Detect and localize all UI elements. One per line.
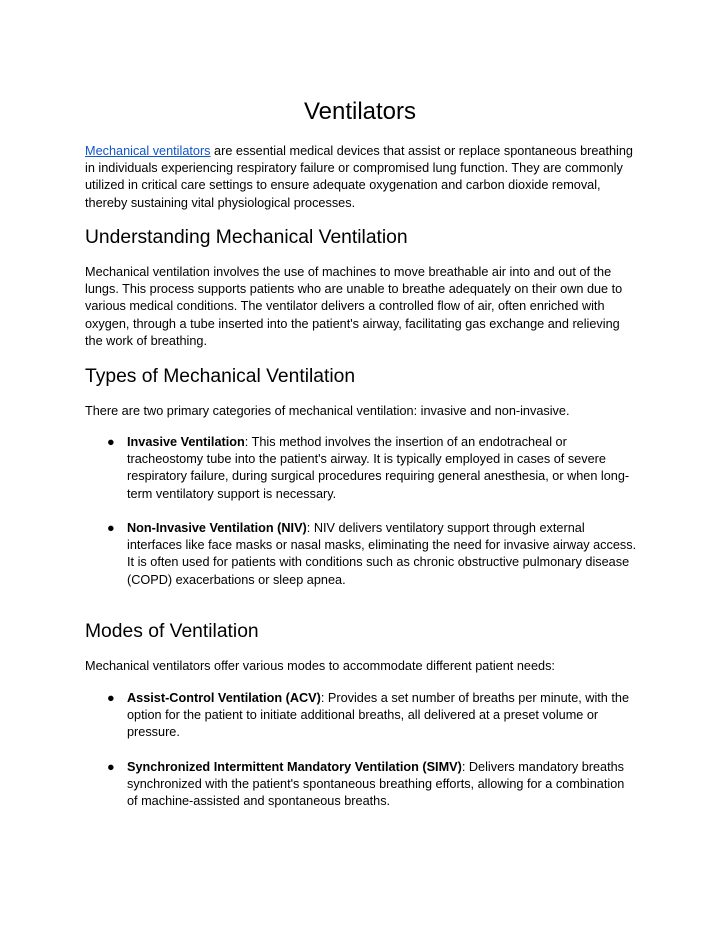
bullet-icon: ● [107, 760, 115, 774]
list-item-term: Synchronized Intermittent Mandatory Ventilation (SIMV) [127, 760, 462, 774]
bullet-icon: ● [107, 521, 115, 535]
types-paragraph: There are two primary categories of mechanical ventilation: invasive and non-invasive. [85, 404, 570, 418]
list-item-term: Assist-Control Ventilation (ACV) [127, 691, 321, 705]
list-item-description: : This method involves the insertion of an endotracheal or tracheostomy tube into the patient's airway. It is typically employed in cases of severe respiratory failure, during surgical procedures requiring general anesthesia, or when long-term ventilatory support is necessary. [127, 435, 630, 501]
mechanical-ventilators-link[interactable]: Mechanical ventilators [85, 144, 211, 158]
intro-paragraph [85, 143, 637, 212]
section-heading-understanding: Understanding Mechanical Ventilation [85, 227, 408, 248]
modes-paragraph: Mechanical ventilators offer various modes to accommodate different patient needs: [85, 659, 555, 673]
list-item-text [127, 520, 637, 589]
list-item-description: : Provides a set number of breaths per minute, with the option for the patient to initiate additional breaths, all delivered at a preset volume or pressure. [127, 691, 630, 740]
list-item-term: Invasive Ventilation [127, 435, 245, 449]
list-item-text [127, 690, 637, 742]
list-item-text [127, 434, 637, 503]
document-title: Ventilators [303, 98, 417, 125]
list-item-term: Non-Invasive Ventilation (NIV) [127, 521, 307, 535]
bullet-icon: ● [107, 435, 115, 449]
intro-text: are essential medical devices that assist or replace spontaneous breathing in individuals experiencing respiratory failure or compromised lung function. They are commonly utilized in critical care settings to ensure adequate oxygenation and carbon dioxide removal, thereby sustaining vital physiological processes. [85, 144, 633, 210]
understanding-paragraph: Mechanical ventilation involves the use of machines to move breathable air into and out of the lungs. This process supports patients who are unable to breathe adequately on their own due to various medical conditions. The ventilator delivers a controlled flow of air, often enriched with oxygen, through a tube inserted into the patient's airway, facilitating gas exchange and relieving the work of breathing. [85, 265, 623, 348]
list-item-text [127, 759, 637, 811]
bullet-icon: ● [107, 691, 115, 705]
section-heading-types: Types of Mechanical Ventilation [85, 366, 356, 387]
list-item-description: : Delivers mandatory breaths synchronized with the patient's spontaneous breathing efforts, allowing for a combination of machine-assisted and spontaneous breaths. [127, 760, 625, 809]
section-heading-modes: Modes of Ventilation [85, 621, 259, 642]
list-item-description: : NIV delivers ventilatory support through external interfaces like face masks or nasal masks, eliminating the need for invasive airway access. It is often used for patients with conditions such as chronic obstructive pulmonary disease (COPD) exacerbations or sleep apnea. [127, 521, 637, 587]
